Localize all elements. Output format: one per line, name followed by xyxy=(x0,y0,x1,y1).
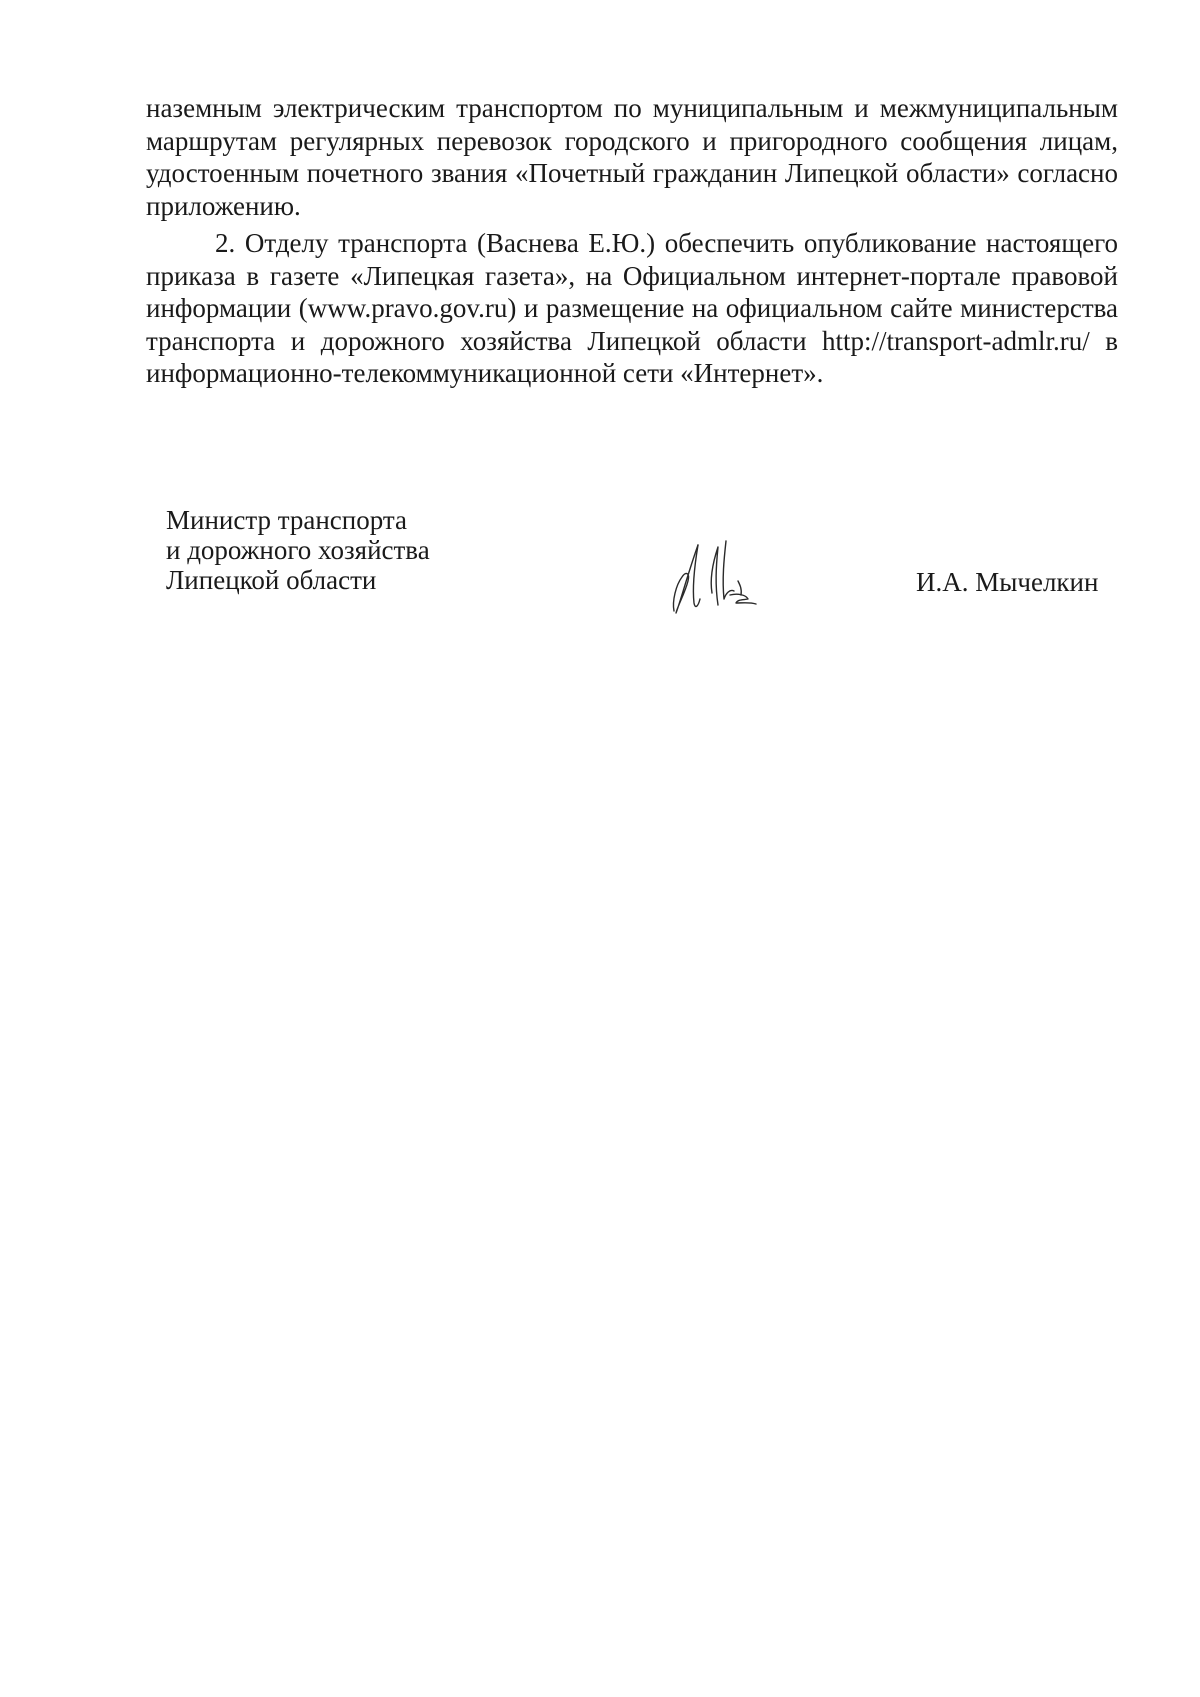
signature-block xyxy=(0,505,1200,625)
signer-name: И.А. Мычелкин xyxy=(916,567,1099,597)
signer-position-line: Липецкой области xyxy=(166,565,377,595)
signer-position-line: Министр транспорта xyxy=(166,505,407,535)
document-body xyxy=(146,92,1118,390)
signer-position-line: и дорожного хозяйства xyxy=(166,535,430,565)
paragraph-item-2: 2. Отделу транспорта (Васнева Е.Ю.) обеспечить опубликование настоящего приказа в газете «Липецкая газета», на Официальном интернет-портале правовой информации (www.pravo.gov.ru) и размещение на официальном сайте министерства транспорта и дорожного хозяйства Липецкой области http://transport-admlr.ru/ в информационно-телекоммуникационной сети «Интернет». xyxy=(146,228,1118,388)
paragraph-continuation: наземным электрическим транспортом по муниципальным и межмуниципальным маршрутам регулярных перевозок городского и пригородного сообщения лицам, удостоенным почетного звания «Почетный гражданин Липецкой области» согласно приложению. xyxy=(146,93,1118,221)
handwritten-signature xyxy=(668,533,768,623)
signer-position xyxy=(166,505,430,595)
